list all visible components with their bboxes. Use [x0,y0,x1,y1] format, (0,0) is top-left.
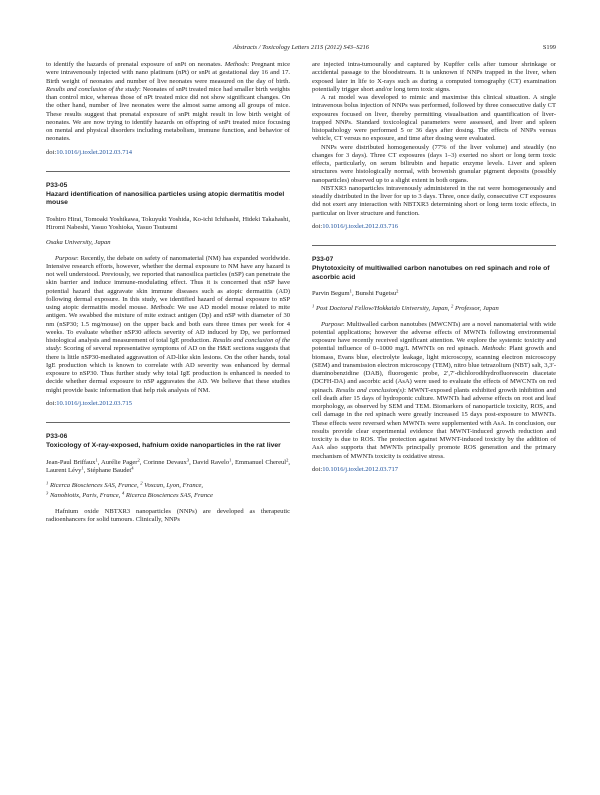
section-divider [46,422,290,423]
doi-link[interactable]: 10.1016/j.toxlet.2012.03.715 [56,399,133,407]
abstract-p33-05 [46,182,290,408]
paragraph: A rat model was developed to mimic and maximise this clinical situation. A single intravenous bolus injection of NNPs was performed, followed by three consecutive daily CT exposures focused on liver, thereby permitting visualisation and quantification of liver-trapped NNPs. Standard toxicological parameters were assessed, and liver and spleen histopathology were performed 5 or 36 days after dosing. The effects of NNPs versus vehicle, CT versus no exposure, and time after dosing were evaluated. [312,94,556,143]
section-divider [312,245,556,246]
doi-line: doi:10.1016/j.toxlet.2012.03.716 [312,222,399,230]
affiliation: $^3$ Nanobiotix, Paris, France, $^4$ Ricerca Biosciences SAS, France [46,490,213,500]
doi-line: doi:10.1016/j.toxlet.2012.03.717 [312,465,399,473]
abstract-p33-06 [46,433,290,524]
abstract-title: Phytotoxicity of multiwalled carbon nanotubes on red spinach and role of ascorbic acid [312,265,550,281]
right-column [312,61,556,474]
doi-link[interactable]: 10.1016/j.toxlet.2012.03.714 [56,148,133,156]
affiliation: Osaka University, Japan [46,239,111,247]
abstract-body: Purpose: Multiwalled carbon nanotubes (MWCNTs) are a novel nanomaterial with wide potential applications; however the adverse effects of MWNTs following environmental exposure have recently received significant attention. We explore the systemic toxicity and potential influence of 0–1000 mg/L MWNTs on red spinach. Methods: Plant growth and biomass, Evans blue, electrolyte leakage, light microscopy, scanning electron microscopy (SEM) and transmission electron microscopy (TEM), nitro blue tetrazolium (NBT) salt, 3,3′-diaminobenzidine (DAB), fluorogenic probe, 2′,7′-dichlorodihydrofluorescein diacetate (DCFH-DA) and ascorbic acid (AsA) were used to evaluate the effects of MWCNTs on red spinach. Results and conclusion(s): MWNT-exposed plants exhibited growth inhibition and cell death after 15 days of hydroponic culture. MWNTs had adverse effects on root and leaf morphology, as observed by SEM and TEM. Biomarkers of nanoparticle toxicity, ROS, and cell damage in the red spinach were greatly increased 15 days post-exposure to MWNTs. These effects were reversed when MWNTs were supplemented with AsA. In conclusion, our results provide clear experimental evidence that MWNT-induced growth reduction and toxicity is due to ROS. The protection against MWNT-induced toxicity by the addition of AsA also supports that MWNTs principally promote ROS generation and the primary mechanism of MWNTs toxicity is oxidative stress. [312,320,556,460]
page-number: S199 [542,44,556,51]
affiliation: $^1$ Ricerca Biosciences SAS, France, $^2$ Voxcan, Lyon, France, [46,480,204,490]
abstract-body: Purpose: Recently, the debate on safety of nanomaterial (NM) has expanded worldwide. Intensive research efforts, however, whether the dermal exposure to NM have any hazard is not well understood. Previously, we reported that nanosilica particles (nSP) can penetrate the skin barrier and induce immune-modulating effect. Thus it is concerned that nSP have potential hazard that aggravate skin immune diseases such as atopic dermatitis (AD) following dermal exposure. In this study, we identified hazard of dermal exposure to nSP using atopic dermatitis model mouse. Methods: We use AD model mouse related to mite antigen. We swabbed the mixture of mite extract antigen (Dp) and nSP with diameter of 30 nm (nSP30; 1.5 mg/mouse) on the upper back and both ears three times per week for 4 weeks. To evaluate whether nSP30 affects severity of AD induced by Dp, we performed histological analysis and measurement of total IgE production. Results and conclusion of the study: Scoring of several representative symptoms of AD on the H&E sections suggests that there is little nSP30-mediated aggravation of AD-like skin lesions. On the other hands, total IgE production which is known to correlate with AD severity was enhanced by dermal exposure to nSP30. Thus further study why total IgE production is enhanced is needed to decide whether dermal exposure to nSP aggravates the AD. We believe that these studies might provide basic information that help risk analysis of NM. [46,254,291,394]
abstract-code: P33-06 [46,433,68,441]
journal-citation: Abstracts / Toxicology Letters 211S (2012) S43–S216 [233,44,369,51]
paragraph: NBTXR3 nanoparticles intravenously administered in the rat were homogeneously and steadily distributed in the liver for up to 3 days. Three, once daily, consecutive CT exposures did not exert any interaction with NBTXR3 determining short or long term toxic effects, in particular on liver structure and function. [312,184,556,217]
doi-link[interactable]: 10.1016/j.toxlet.2012.03.716 [322,222,399,230]
doi-line: doi:10.1016/j.toxlet.2012.03.714 [46,148,133,156]
abstract-title: Toxicology of X-ray-exposed, hafnium oxide nanoparticles in the rat liver [46,442,281,450]
paragraph: NNPs were distributed homogeneously (77% of the liver volume) and steadily (no changes for 3 days). Three CT exposures (days 1–3) exerted no short or long term toxic effects, particularly, on serum bilirubin and hepatic enzyme levels. Liver and spleen structures were histologically normal, with brownish granular pigment deposits (possibly nanoparticles) observed up to a slight extent in both organs. [312,143,556,184]
author-list: Jean-Paul Briffaux$^1$, Aurélie Pager$^2$, Corinne Devaux$^3$, David Ravelo$^1$, Emmanuel Chereul$^2$, Laurent Lévy$^1$, Stéphane Baudet$^4$ [46,457,291,474]
doi-line: doi:10.1016/j.toxlet.2012.03.715 [46,399,133,407]
affiliations [46,482,290,501]
abstract-body: Hafnium oxide NBTXR3 nanoparticles (NNPs) are developed as therapeutic radioenhancers for solid tumours. Clinically, NNPs [46,507,290,523]
abstract-code: P33-07 [312,256,334,263]
continued-abstract-text: are injected intra-tumourally and captured by Kupffer cells after tumour shrinkage or accidental passage to the bloodstream. It is unknown if NNPs trapped in the liver, when exposed later in life to X-rays such as during a computed tomography (CT) examination potentially trigger short and/or long term toxic signs. [312,61,556,93]
section-divider [46,171,290,172]
affiliation: $^1$ Post Doctoral Fellow/Hokkaido University, Japan, $^2$ Professor, Japan [312,303,499,313]
author-list: Toshiro Hirai, Tomoaki Yoshikawa, Tokuyuki Yoshida, Ko-ichi Ichihashi, Hideki Takahashi, Hiromi Nabeshi, Yasuo Yoshioka, Yasuo Tsutsumi [46,215,290,232]
abstract-p33-07 [312,256,556,474]
abstract-code: P33-05 [46,181,68,189]
abstract-title: Hazard identification of nanosilica particles using atopic dermatitis model mouse [46,191,285,207]
running-header [46,44,556,56]
left-column [46,61,290,524]
doi-link[interactable]: 10.1016/j.toxlet.2012.03.717 [322,465,399,473]
author-list: Parvin Begum$^1$, Bunshi Fugetsu$^2$ [312,288,399,298]
continued-abstract-text: to identify the hazards of prenatal exposure of snPt on neonates. Methods: Pregnant mice were intravenously injected with nano platinum (nPt) or snPt at gestational day 16 and 17. Birth weight of neonates and number of live neonates were measured on the day of birth. Results and conclusion of the study: Neonates of snPt treated mice had smaller birth weights than control mice, whereas those of nPt treated mice did not show significant changes. On the other hand, number of live neonates were the almost same among all groups of mice. These results suggest that prenatal exposure of snPt might result in low birth weight of neonates. We are now trying to identify hazards on offspring of snPt treated mice focusing on mental and physical disorders including metabolism, immune function, and behavior of neonates. [46,61,290,143]
